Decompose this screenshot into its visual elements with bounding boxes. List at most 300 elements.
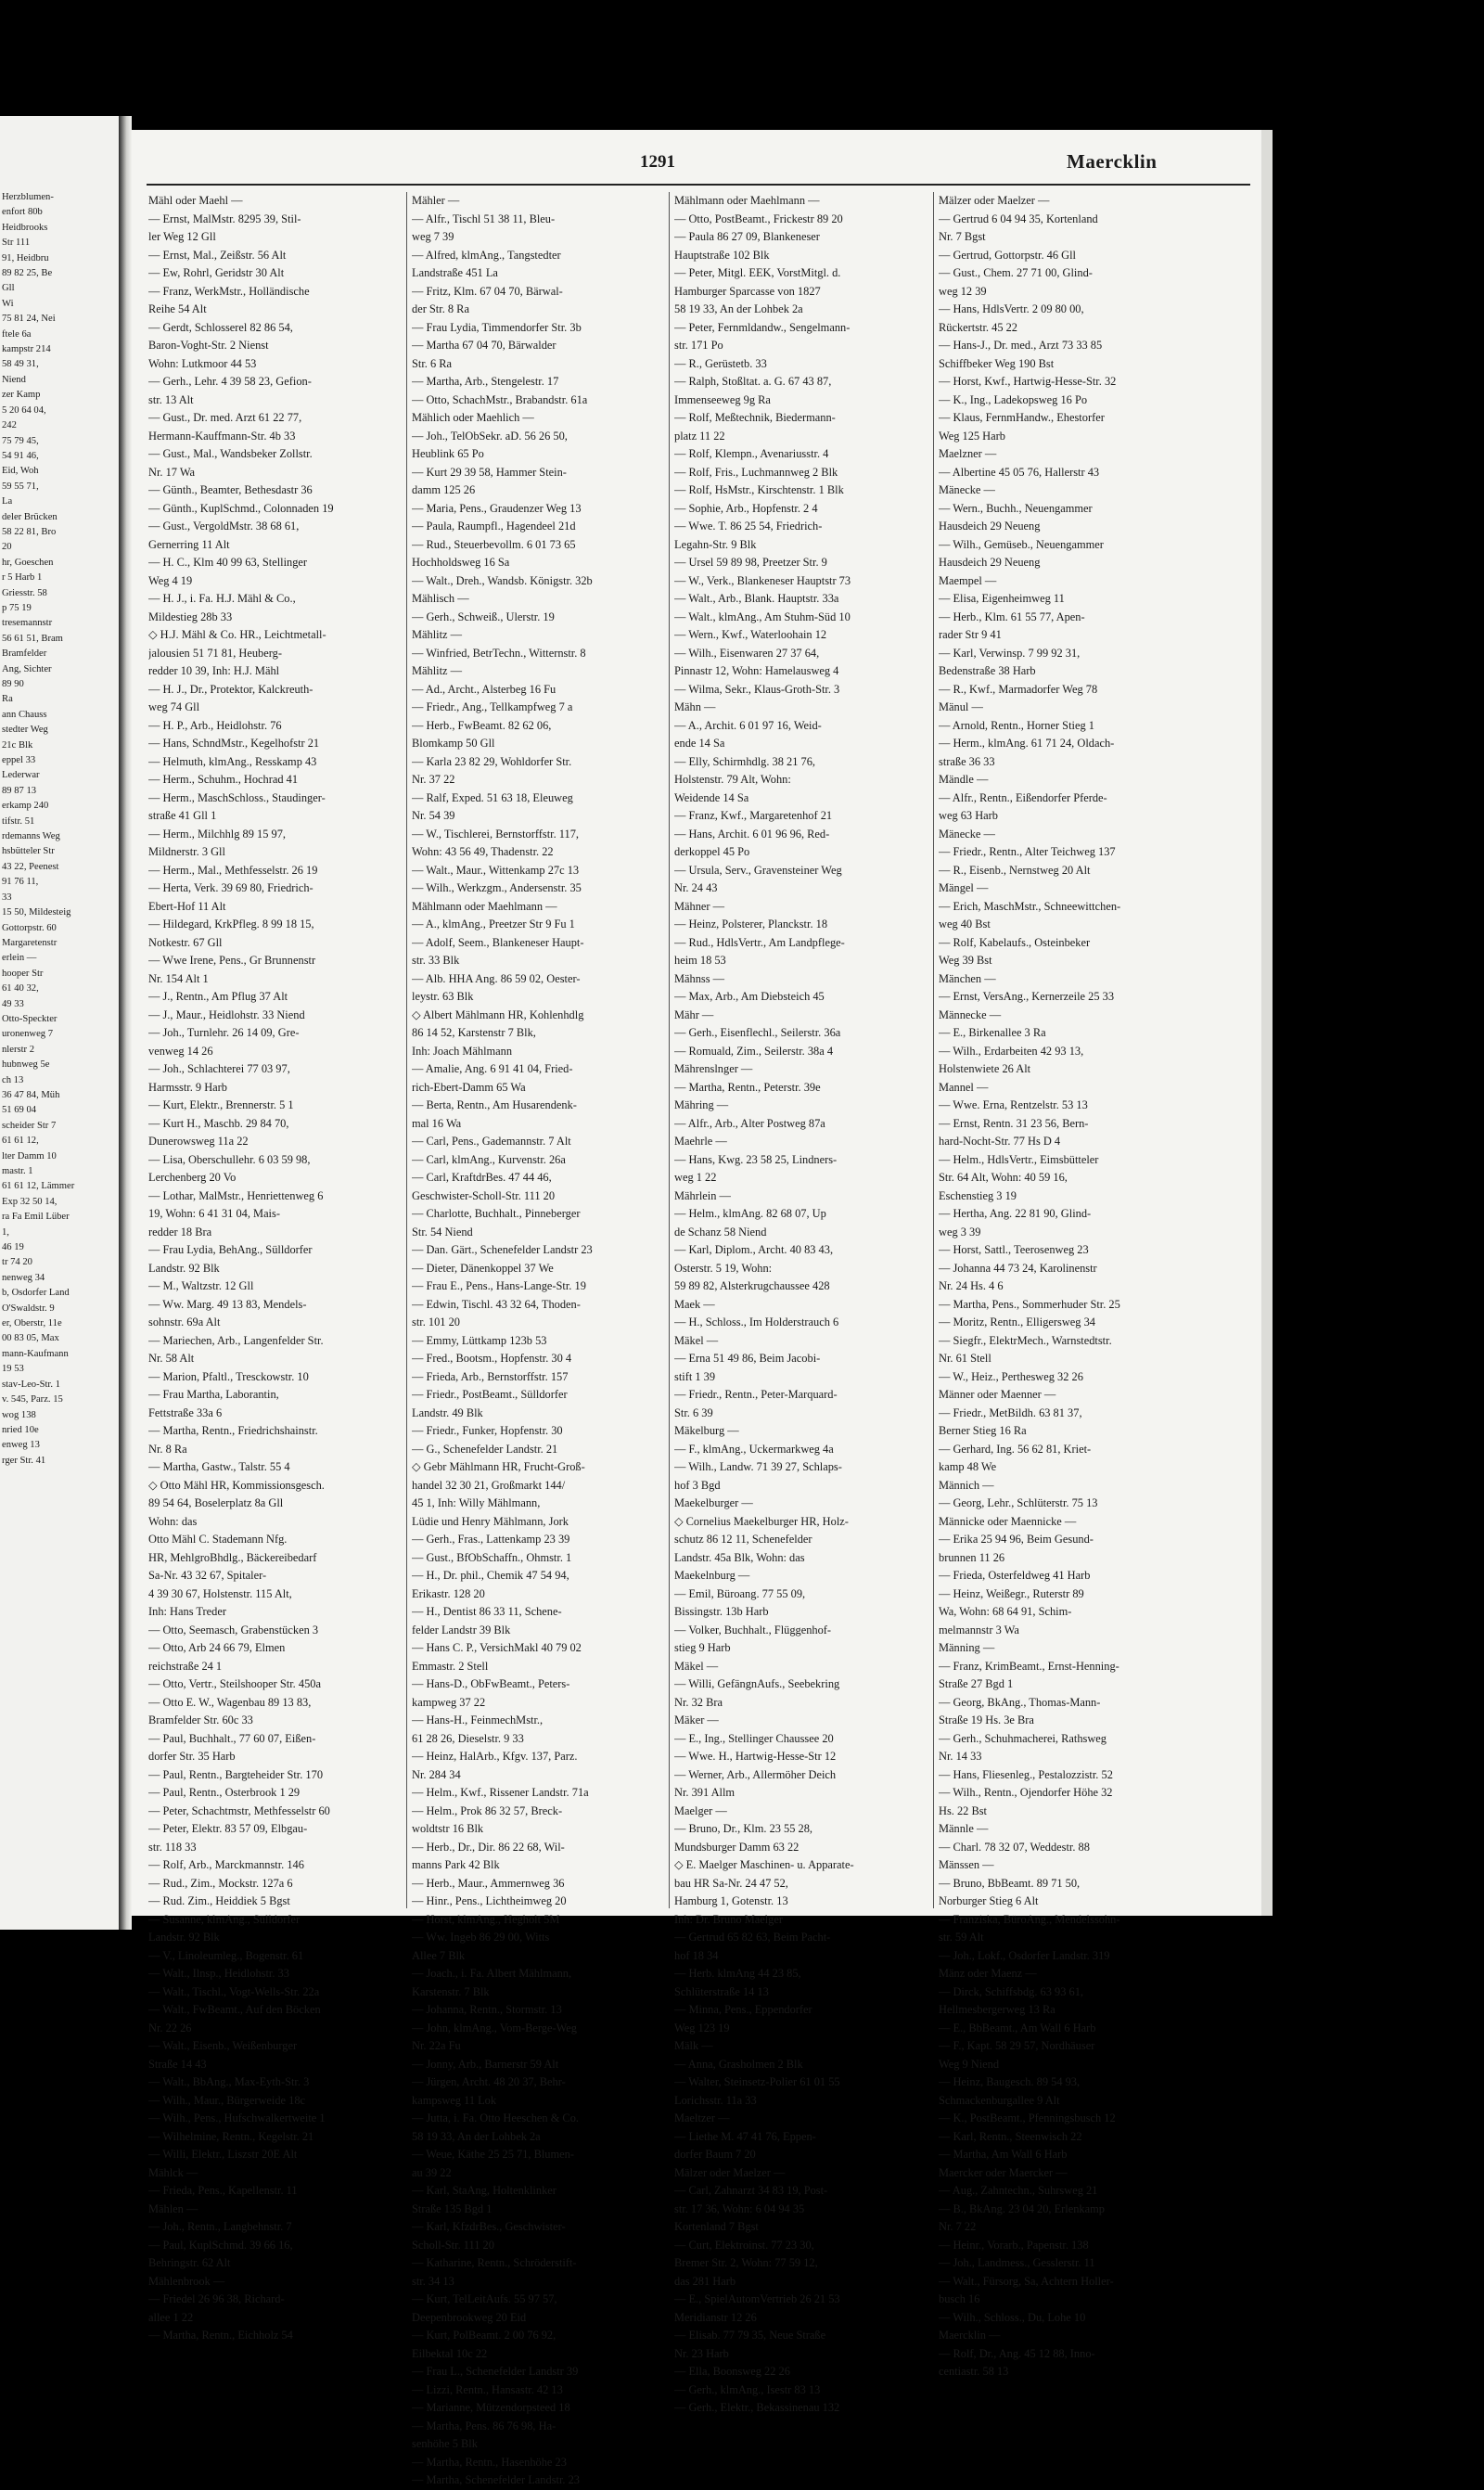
directory-line: — Werner, Arb., Allermöher Deich	[674, 1767, 837, 1781]
directory-line: Eilbektal 10c 22	[412, 2346, 488, 2360]
directory-line: — Carl, klmAng., Kurvenstr. 26a	[412, 1152, 566, 1166]
directory-line: — Horst, Kwf., Hartwig-Hesse-Str. 32	[939, 375, 1117, 388]
directory-line: weg 12 39	[939, 284, 987, 298]
directory-line: — Hans-H., FeinmechMstr.,	[412, 1713, 544, 1726]
directory-line: Wohn: das	[148, 1514, 198, 1528]
directory-line: Nr. 61 Stell	[939, 1352, 991, 1365]
directory-line: Straße 14 43	[148, 2057, 207, 2071]
directory-line: — Ernst, Rentn. 31 23 56, Bern-	[939, 1116, 1089, 1130]
directory-line: — Susanne, klmAng., Sülldorfer	[148, 1912, 301, 1926]
directory-line: — A., Archit. 6 01 97 16, Weid-	[674, 718, 822, 732]
fragment-line: deler Brücken	[2, 511, 58, 522]
directory-line: — Friedr., MetBildh. 63 81 37,	[939, 1405, 1082, 1419]
directory-line: — Martha, Schenefelder Landstr. 23	[412, 2473, 580, 2486]
directory-line: Reihe 54 Alt	[148, 302, 207, 315]
header-rule	[147, 184, 1250, 186]
directory-line: Mälk —	[674, 2039, 713, 2052]
directory-line: Fettstraße 33a 6	[148, 1405, 223, 1419]
directory-line: — Herm., Schuhm., Hochrad 41	[148, 773, 299, 786]
directory-line: — Gust., VergoldMstr. 38 68 61,	[148, 520, 300, 533]
directory-line: Mänssen —	[939, 1858, 994, 1871]
directory-line: handel 32 30 21, Großmarkt 144/	[412, 1478, 566, 1492]
column-2	[412, 192, 666, 2490]
directory-line: — Erich, MaschMstr., Schneewittchen-	[939, 899, 1121, 913]
directory-line: Mähler —	[412, 194, 460, 207]
directory-line: — Alfred, klmAng., Tangstedter	[412, 248, 561, 262]
directory-line: Mänul —	[939, 700, 983, 713]
fragment-line: hooper Str	[2, 968, 44, 979]
directory-line: woldtstr 16 Blk	[412, 1822, 484, 1835]
directory-line: — Karla 23 82 29, Wohldorfer Str.	[412, 754, 572, 768]
directory-line: — Otto E. W., Wagenbau 89 13 83,	[148, 1695, 312, 1709]
fragment-line: Exp 32 50 14,	[2, 1196, 58, 1207]
fragment-line: ch 13	[2, 1074, 24, 1085]
directory-line: Holstenstr. 79 Alt, Wohn:	[674, 773, 791, 786]
directory-line: manns Park 42 Blk	[412, 1858, 500, 1871]
directory-line: — Ww. Ingeb 86 29 00, Witts	[412, 1931, 550, 1944]
directory-line: — Franz, Kwf., Margaretenhof 21	[674, 809, 833, 822]
directory-line: — Kurt H., Maschb. 29 84 70,	[148, 1116, 289, 1130]
directory-line: — Friedr., Ang., Tellkampfweg 7 a	[412, 700, 573, 713]
directory-line: Inh: Joach Mählmann	[412, 1044, 513, 1058]
directory-line: Nr. 154 Alt 1	[148, 971, 209, 985]
directory-line: — Hans-D., ObFwBeamt., Peters-	[412, 1677, 570, 1690]
directory-line: Nr. 37 22	[412, 773, 455, 786]
directory-line: hof 3 Bgd	[674, 1478, 721, 1492]
directory-line: — Wilh., Landw. 71 39 27, Schlaps-	[674, 1460, 842, 1473]
directory-line: — Lothar, MalMstr., Henriettenweg 6	[148, 1188, 324, 1202]
directory-line: Wohn: Lutkmoor 44 53	[148, 356, 257, 370]
directory-line: — Hertha, Ang. 22 81 90, Glind-	[939, 1207, 1092, 1220]
fragment-line: 89 90	[2, 679, 24, 689]
directory-line: — Katharine, Rentn., Schröderstift-	[412, 2256, 577, 2269]
directory-line: Kortenland 7 Bgst	[674, 2220, 759, 2233]
directory-line: — Martha, Pens. 86 76 98, Ha-	[412, 2419, 556, 2432]
directory-line: — Paul, Rentn., Bargteheider Str. 170	[148, 1767, 324, 1781]
directory-line: — Gerhard, Ing. 56 62 81, Kriet-	[939, 1442, 1092, 1456]
directory-line: Männecke —	[939, 1008, 1002, 1021]
directory-line: stieg 9 Harb	[674, 1641, 731, 1654]
directory-line: — Wwe Irene, Pens., Gr Brunnenstr	[148, 954, 316, 967]
directory-line: — Gerh., Elektr., Bekassinenau 132	[674, 2401, 840, 2414]
directory-line: Baron-Voght-Str. 2 Nienst	[148, 339, 269, 352]
directory-line: — Elisa, Eigenheimweg 11	[939, 592, 1065, 605]
directory-line: felder Landstr 39 Blk	[412, 1623, 511, 1636]
directory-line: — Bruno, BbBeamt. 89 71 50,	[939, 1876, 1081, 1890]
directory-line: Mählich oder Maehlich —	[412, 411, 534, 424]
directory-line: — Amalie, Ang. 6 91 41 04, Fried-	[412, 1062, 573, 1075]
directory-line: 59 89 82, Alsterkrugchaussee 428	[674, 1279, 830, 1292]
directory-line: — Karl, StaAng, Holtenklinker	[412, 2184, 556, 2197]
directory-line: Nr. 58 Alt	[148, 1352, 195, 1365]
fragment-line: Lederwar	[2, 770, 40, 781]
directory-line: Rückertstr. 45 22	[939, 320, 1018, 334]
directory-line: — Horst, klmAng., Hegholt 5M	[412, 1912, 560, 1926]
directory-line: Berner Stieg 16 Ra	[939, 1424, 1027, 1437]
directory-line: — Gerh., Eisenflechl., Seilerstr. 36a	[674, 1026, 841, 1039]
fragment-line: scheider Str 7	[2, 1120, 57, 1131]
directory-line: — Wilh., Gemüseb., Neuengammer	[939, 537, 1104, 551]
directory-line: — Jutta, i. Fa. Otto Heeschen & Co.	[412, 2111, 579, 2124]
directory-line: 4 39 30 67, Holstenstr. 115 Alt,	[148, 1586, 292, 1600]
directory-line: — M., Waltzstr. 12 Gll	[148, 1279, 254, 1292]
directory-line: ◇ Gebr Mählmann HR, Frucht-Groß-	[412, 1460, 585, 1473]
directory-line: Immenseeweg 9g Ra	[674, 392, 771, 406]
directory-line: Otto Mähl C. Stademann Nfg.	[148, 1533, 288, 1546]
directory-line: Mählck —	[148, 2165, 198, 2179]
directory-line: — Ursel 59 89 98, Preetzer Str. 9	[674, 556, 827, 569]
fragment-line: Margaretenstr	[2, 937, 58, 948]
directory-line: rader Str 9 41	[939, 628, 1002, 641]
directory-line: — W., Heiz., Perthesweg 32 26	[939, 1369, 1083, 1383]
directory-line: dorfer Str. 35 Harb	[148, 1750, 236, 1763]
fragment-line: er, Oberstr, 11e	[2, 1318, 62, 1329]
directory-line: Nr. 7 22	[939, 2220, 977, 2233]
directory-line: — E., BbBeamt., Am Wall 6 Harb	[939, 2021, 1096, 2034]
directory-line: str. 33 Blk	[412, 954, 460, 967]
fragment-line: Str 111	[2, 237, 31, 249]
directory-line: — J., Maur., Heidlohstr. 33 Niend	[148, 1008, 305, 1021]
fragment-line: erlein —	[2, 953, 37, 964]
directory-line: — Joh., Turnlehr. 26 14 09, Gre-	[148, 1026, 300, 1039]
directory-line: — Frau Lydia, Timmendorfer Str. 3b	[412, 320, 582, 334]
directory-line: — Herm., Milchhlg 89 15 97,	[148, 827, 286, 841]
directory-line: — Joh., Lokf., Osdorfer Landstr. 319	[939, 1948, 1110, 1962]
directory-line: Mählisch —	[412, 592, 469, 605]
directory-line: 58 19 33, An der Lohbek 2a	[412, 2129, 541, 2143]
directory-line: — Helmuth, klmAng., Resskamp 43	[148, 754, 317, 768]
directory-line: — Gerh., Schuhmacherei, Rathsweg	[939, 1731, 1107, 1745]
directory-line: Blomkamp 50 Gll	[412, 737, 495, 750]
directory-line: Mählen —	[148, 2201, 198, 2215]
directory-line: — Herm., klmAng. 61 71 24, Oldach-	[939, 737, 1115, 750]
directory-line: — Rolf, Fris., Luchmannweg 2 Blk	[674, 465, 838, 479]
directory-line: — Hans-J., Dr. med., Arzt 73 33 85	[939, 339, 1103, 352]
directory-line: Mährenslnger —	[674, 1062, 753, 1075]
fragment-line: p 75 19	[2, 602, 32, 613]
directory-line: — Dirck, Schiffsbdg. 63 93 61,	[939, 1984, 1084, 1998]
directory-line: — Wilhelmine, Rentn., Kegelstr. 21	[148, 2129, 314, 2143]
directory-line: — Dieter, Dänenkoppel 37 We	[412, 1261, 554, 1275]
directory-line: — H., Dr. phil., Chemik 47 54 94,	[412, 1569, 569, 1582]
directory-line: — H. C., Klm 40 99 63, Stellinger	[148, 556, 308, 569]
directory-line: weg 40 Bst	[939, 918, 991, 931]
fragment-line: ann Chauss	[2, 709, 47, 720]
directory-line: — Herb., Maur., Ammernweg 36	[412, 1876, 565, 1890]
directory-line: — Albertine 45 05 76, Hallerstr 43	[939, 465, 1100, 479]
directory-line: — Franz, WerkMstr., Holländische	[148, 284, 310, 298]
fragment-line: mann-Kaufmann	[2, 1348, 69, 1359]
directory-line: Nr. 7 Bgst	[939, 230, 986, 243]
directory-line: — Max, Arb., Am Diebsteich 45	[674, 990, 825, 1003]
directory-line: Meridianstr 12 26	[674, 2310, 757, 2324]
directory-line: — Hans C. P., VersichMakl 40 79 02	[412, 1641, 582, 1654]
fragment-line: 00 83 05, Max	[2, 1333, 59, 1344]
directory-line: — Martha, Gastw., Talstr. 55 4	[148, 1460, 290, 1473]
directory-line: Maempel —	[939, 573, 997, 587]
directory-line: Hellmesbergerweg 13 Ra	[939, 2003, 1055, 2016]
directory-line: kampsweg 11 Lok	[412, 2093, 497, 2107]
directory-line: — K., PostBeamt., Pfenningsbusch 12	[939, 2111, 1116, 2124]
directory-line: — Marion, Pfaltl., Tresckowstr. 10	[148, 1369, 309, 1383]
directory-line: redder 18 Bra	[148, 1225, 212, 1239]
directory-line: Mähner —	[674, 899, 725, 913]
directory-line: — R., Gerüstetb. 33	[674, 356, 767, 370]
directory-line: 19, Wohn: 6 41 31 04, Mais-	[148, 1207, 280, 1220]
directory-line: Nr. 22a Fu	[412, 2039, 461, 2052]
directory-line: — Gerdt, Schlosserel 82 86 54,	[148, 320, 293, 334]
fragment-line: 89 82 25, Be	[2, 268, 53, 279]
directory-line: Inh: Dr. Bruno Maelger	[674, 1912, 783, 1926]
fragment-line: 61 61 12,	[2, 1136, 39, 1147]
directory-line: Landstr. 49 Blk	[412, 1405, 483, 1419]
directory-line: — F., Kapt. 58 29 57, Nordhäuser	[939, 2039, 1095, 2052]
directory-line: Osterstr. 5 19, Wohn:	[674, 1261, 773, 1275]
directory-line: — F., klmAng., Uckermarkweg 4a	[674, 1442, 834, 1456]
fragment-line: 43 22, Peenest	[2, 861, 59, 872]
directory-line: — Wilh., Rentn., Ojendorfer Höhe 32	[939, 1786, 1113, 1799]
fragment-line: wog 138	[2, 1409, 36, 1420]
directory-line: — Martha, Rentn., Eichholz 54	[148, 2329, 293, 2342]
directory-line: — Gerh., klmAng., Isestr 83 13	[674, 2382, 821, 2396]
directory-line: Schiffbeker Weg 190 Bst	[939, 356, 1055, 370]
fragment-line: enfort 80b	[2, 207, 43, 218]
directory-line: — Helm., Kwf., Rissener Landstr. 71a	[412, 1786, 589, 1799]
fragment-line: 21c Blk	[2, 739, 33, 751]
directory-line: — Arnold, Rentn., Horner Stieg 1	[939, 718, 1094, 732]
directory-line: — Walt., BbAng., Max-Eyth-Str. 3	[148, 2075, 310, 2088]
directory-line: Männicke oder Maennicke —	[939, 1514, 1077, 1528]
directory-line: 61 28 26, Dieselstr. 9 33	[412, 1731, 524, 1745]
directory-line: Mähnss —	[674, 971, 725, 985]
fragment-line: 89 87 13	[2, 785, 37, 796]
directory-line: — Weue, Käthe 25 25 71, Blumen-	[412, 2148, 574, 2161]
directory-line: — Martha, Rentn., Hasenhöhe 23	[412, 2455, 567, 2469]
directory-line: — Helm., Prok 86 32 57, Breck-	[412, 1803, 563, 1817]
directory-line: — G., Schenefelder Landstr. 21	[412, 1442, 558, 1456]
directory-line: Hamburger Sparcasse von 1827	[674, 284, 821, 298]
directory-line: Straße 135 Bgd 1	[412, 2201, 493, 2215]
directory-line: — H., Dentist 86 33 11, Schene-	[412, 1605, 562, 1618]
fragment-line: Gll	[2, 283, 15, 294]
directory-line: — Peter, Elektr. 83 57 09, Elbgau-	[148, 1822, 308, 1835]
directory-line: Maek —	[674, 1297, 715, 1311]
fragment-line: 56 61 51, Bram	[2, 633, 63, 644]
directory-line: — Alfr., Rentn., Eißendorfer Pferde-	[939, 790, 1107, 804]
page-edge	[1261, 130, 1273, 1916]
previous-page-fragment	[0, 116, 119, 1930]
directory-line: Weg 9 Niend	[939, 2057, 1000, 2071]
directory-line: — Friedr., PostBeamt., Sülldorfer	[412, 1388, 568, 1401]
directory-line: Maercklin —	[939, 2329, 1001, 2342]
directory-line: — Martha, Rentn., Peterstr. 39e	[674, 1080, 821, 1094]
directory-line: — Heinz, HalArb., Kfgv. 137, Parz.	[412, 1750, 578, 1763]
directory-line: Mählmann oder Maehlmann —	[412, 899, 557, 913]
directory-line: — B., BkAng. 23 04 20, Erlenkamp	[939, 2201, 1105, 2215]
directory-line: — Rud. Zim., Heiddiek 5 Bgst	[148, 1894, 290, 1907]
directory-line: — Gust., Dr. med. Arzt 61 22 77,	[148, 411, 302, 424]
directory-line: de Schanz 58 Niend	[674, 1225, 767, 1239]
fragment-line: 19 53	[2, 1364, 24, 1375]
directory-line: — Ernst, Mal., Zeißstr. 56 Alt	[148, 248, 287, 262]
directory-line: — Hans, Kwg. 23 58 25, Lindners-	[674, 1152, 838, 1166]
directory-line: allee 1 22	[148, 2310, 194, 2324]
fragment-line: stedter Weg	[2, 725, 48, 736]
fragment-line: hr, Goeschen	[2, 557, 54, 568]
directory-line: — Herb., Dr., Dir. 86 22 68, Wil-	[412, 1840, 565, 1854]
fragment-line: 46 19	[2, 1242, 24, 1253]
directory-line: — Moritz, Rentn., Elligersweg 34	[939, 1316, 1095, 1328]
directory-line: Bramfelder Str. 60c 33	[148, 1713, 253, 1726]
directory-line: 86 14 52, Karstenstr 7 Blk,	[412, 1026, 536, 1039]
directory-line: — Elisab. 77 79 35, Neue Straße	[674, 2329, 826, 2342]
directory-line: — Volker, Buchhalt., Flüggenhof-	[674, 1623, 832, 1636]
directory-line: — Kurt, TelLeitAufs. 55 97 57,	[412, 2292, 557, 2305]
directory-line: — Ralph, Stoßltat. a. G. 67 43 87,	[674, 375, 832, 388]
directory-line: Legahn-Str. 9 Blk	[674, 537, 757, 551]
directory-line: Landstr. 92 Blk	[148, 1931, 220, 1944]
directory-line: Wa, Wohn: 68 64 91, Schim-	[939, 1605, 1072, 1618]
directory-line: Weg 125 Harb	[939, 429, 1005, 443]
directory-line: — Wern., Kwf., Waterloohain 12	[674, 628, 827, 641]
directory-line: — Friedr., Funker, Hopfenstr. 30	[412, 1424, 563, 1437]
directory-line: — Kurt 29 39 58, Hammer Stein-	[412, 465, 567, 479]
directory-line: — Klaus, FernmHandw., Ehestorfer	[939, 411, 1105, 424]
directory-line: — Walt., Maur., Wittenkamp 27c 13	[412, 863, 580, 877]
directory-line: — Walt., FwBeamt., Auf den Böcken	[148, 2003, 321, 2016]
directory-line: Bedenstraße 38 Harb	[939, 664, 1036, 677]
directory-line: ende 14 Sa	[674, 737, 725, 750]
directory-line: — Ad., Archt., Alsterbeg 16 Fu	[412, 682, 556, 696]
directory-line: — Gerh., Schweiß., Ulerstr. 19	[412, 610, 555, 623]
directory-line: — Ursula, Serv., Gravensteiner Weg	[674, 863, 842, 877]
directory-line: Behringstr. 62 Alt	[148, 2256, 231, 2269]
directory-line: Lüdie und Henry Mählmann, Jork	[412, 1514, 569, 1528]
directory-line: — Walt., Ilnsp., Heidlohstr. 33	[148, 1967, 289, 1980]
directory-line: senhöhe 5 Blk	[412, 2437, 478, 2450]
directory-line: str. 101 20	[412, 1316, 460, 1328]
fragment-line: nried 10e	[2, 1424, 39, 1435]
directory-line: heim 18 53	[674, 954, 726, 967]
directory-line: — Rolf, Arb., Marckmannstr. 146	[148, 1858, 304, 1871]
directory-line: Mähring —	[674, 1098, 729, 1111]
directory-line: Mäker —	[674, 1713, 719, 1726]
directory-line: — Jonny, Arb., Barnerstr 59 Alt	[412, 2057, 559, 2071]
running-head: Maercklin	[1067, 150, 1158, 173]
directory-line: — Herta, Verk. 39 69 80, Friedrich-	[148, 881, 313, 894]
directory-line: — Kurt, Elektr., Brennerstr. 5 1	[148, 1098, 294, 1111]
directory-line: weg 1 22	[674, 1171, 717, 1184]
directory-line: weg 7 39	[412, 230, 454, 243]
directory-line: Maelzner —	[939, 447, 997, 460]
directory-line: — Martha, Rentn., Friedrichshainstr.	[148, 1424, 318, 1437]
directory-line: — Heinz, Weißegr., Ruterstr 89	[939, 1586, 1084, 1600]
directory-line: Nr. 22 26	[148, 2021, 192, 2034]
directory-line: — Karl, KfzdrBes., Geschwister-	[412, 2220, 566, 2233]
directory-line: — Frau Lydia, BehAng., Sülldorfer	[148, 1243, 313, 1256]
directory-line: — Karl, Rentn., Steenwisch 22	[939, 2129, 1082, 2143]
fragment-line: b, Osdorfer Land	[2, 1288, 70, 1299]
directory-line: — A., klmAng., Preetzer Str 9 Fu 1	[412, 918, 575, 931]
directory-line: — Carl, Pens., Gademannstr. 7 Alt	[412, 1135, 571, 1148]
directory-line: — Gertrud 65 82 63, Beim Pacht-	[674, 1931, 831, 1944]
directory-line: — Heinz, Polsterer, Planckstr. 18	[674, 918, 828, 931]
directory-line: dorfer Baum 7 20	[674, 2148, 756, 2161]
directory-line: Mäkel —	[674, 1659, 719, 1673]
directory-line: rich-Ebert-Damm 65 Wa	[412, 1080, 526, 1094]
fragment-line: hubnweg 5e	[2, 1059, 50, 1071]
directory-line: — Joh., Schlachterei 77 03 97,	[148, 1062, 290, 1075]
directory-line: Mährlein —	[674, 1188, 731, 1202]
directory-line: — Siegfr., ElektrMech., Warnstedtstr.	[939, 1333, 1112, 1347]
directory-line: — Heinz, Baugesch. 89 54 93,	[939, 2075, 1081, 2088]
directory-line: — Hans, Fliesenleg., Pestalozzistr. 52	[939, 1767, 1113, 1781]
directory-line: Maekelnburg —	[674, 1569, 750, 1582]
directory-line: Mänecke —	[939, 827, 995, 841]
directory-line: Weg 39 Bst	[939, 954, 992, 967]
fragment-line: tr 74 20	[2, 1257, 32, 1268]
directory-line: Allee 7 Blk	[412, 1948, 466, 1962]
fragment-line: Ra	[2, 694, 13, 705]
directory-line: Landstraße 451 La	[412, 266, 498, 279]
directory-line: Emmastr. 2 Stell	[412, 1659, 489, 1673]
directory-line: — Wwe. Erna, Rentzelstr. 53 13	[939, 1098, 1088, 1111]
directory-line: — Martha, Pens., Sommerhuder Str. 25	[939, 1297, 1120, 1311]
directory-line: — Walt., klmAng., Am Stuhm-Süd 10	[674, 610, 851, 623]
directory-line: — Rolf, Dr., Ang. 45 12 88, Inno-	[939, 2346, 1095, 2360]
directory-line: Mäkelburg —	[674, 1424, 739, 1437]
directory-line: Mannel —	[939, 1080, 989, 1094]
directory-line: hof 18 34	[674, 1948, 719, 1962]
directory-line: str. 171 Po	[674, 339, 723, 352]
directory-line: — Peter, Fernmldandw., Sengelmann-	[674, 320, 851, 334]
directory-line: — John, klmAng., Vom-Berge-Weg	[412, 2021, 577, 2034]
directory-line: Notkestr. 67 Gll	[148, 935, 223, 949]
directory-line: — Otto, Vertr., Steilshooper Str. 450a	[148, 1677, 321, 1690]
directory-line: jalousien 51 71 81, Heuberg-	[148, 646, 282, 660]
directory-line: ◇ Otto Mähl HR, Kommissionsgesch.	[148, 1478, 325, 1492]
directory-line: Dunerowsweg 11a 22	[148, 1135, 249, 1148]
directory-line: 89 54 64, Boselerplatz 8a Gll	[148, 1496, 284, 1509]
directory-line: — Joh., Landmess., Gesslerstr. 11	[939, 2256, 1095, 2269]
fragment-line: stav-Leo-Str. 1	[2, 1379, 60, 1390]
directory-line: — Wilh., Eisenwaren 27 37 64,	[674, 646, 820, 660]
directory-line: — Frieda, Arb., Bernstorffstr. 157	[412, 1369, 569, 1383]
directory-line: — Frau E., Pens., Hans-Lange-Str. 19	[412, 1279, 586, 1292]
directory-line: straße 41 Gll 1	[148, 809, 217, 822]
directory-line: Mildnerstr. 3 Gll	[148, 845, 225, 858]
directory-line: — Wilma, Sekr., Klaus-Groth-Str. 3	[674, 682, 840, 696]
directory-line: platz 11 22	[674, 429, 725, 443]
directory-line: — Frieda, Pens., Kapellenstr. 11	[148, 2184, 298, 2197]
directory-line: — E., Ing., Stellinger Chaussee 20	[674, 1731, 834, 1745]
directory-line: Mählenbrook —	[148, 2274, 225, 2288]
directory-line: — Hans, HdlsVertr. 2 09 80 00,	[939, 302, 1084, 315]
directory-line: Eschenstieg 3 19	[939, 1188, 1017, 1202]
directory-line: — Liethe M. 47 41 76, Eppen-	[674, 2129, 816, 2143]
directory-line: Mählitz —	[412, 628, 463, 641]
directory-line: Nr. 32 Bra	[674, 1695, 723, 1709]
fragment-line: 5 20 64 04,	[2, 404, 46, 416]
directory-line: — Fritz, Klm. 67 04 70, Bärwal-	[412, 284, 563, 298]
directory-line: — Franz, KrimBeamt., Ernst-Henning-	[939, 1659, 1119, 1673]
directory-line: leystr. 63 Blk	[412, 990, 474, 1003]
fragment-line: Niend	[2, 374, 26, 385]
directory-line: — Helm., HdlsVertr., Eimsbütteler	[939, 1152, 1099, 1166]
fragment-line: uronenweg 7	[2, 1029, 54, 1040]
directory-line: — Rolf, Klempn., Avenariusstr. 4	[674, 447, 829, 460]
directory-line: — Gust., Chem. 27 71 00, Glind-	[939, 266, 1093, 279]
